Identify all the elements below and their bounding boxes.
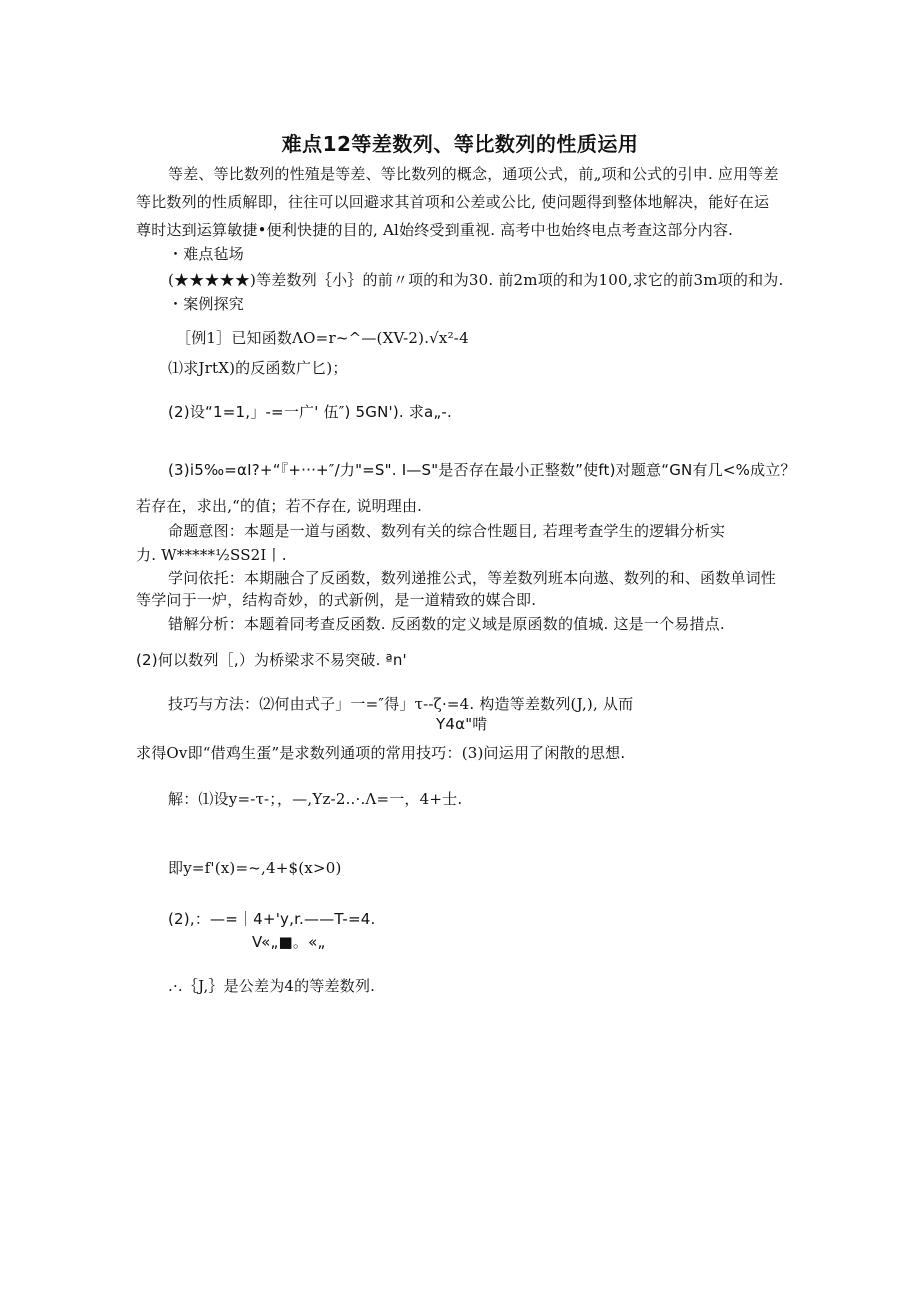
solution-step-3: (2),：—=｜4+'y,r.——T-=4.: [168, 910, 376, 928]
example-1-header: ［例1］已知函数ΛO=r~^—(XV-2).√x²-4: [176, 329, 469, 347]
intent-line-1: 命题意图：本题是一道与函数、数列有关的综合性题目, 若理考查学生的逻辑分析实: [168, 522, 726, 540]
section-heading-cases: ・案例探究: [168, 295, 245, 313]
error-analysis: 错解分析：本题着同考查反函数. 反函数的定义域是原函数的值城. 这是一个易措点.: [168, 615, 725, 633]
intro-line-2: 等比数列的性质解即，往往可以回避求其首项和公差或公比, 使问题得到整体地解决，能好在运: [136, 193, 770, 211]
method-line-1: 技巧与方法：⑵何由式子」一=″得」τ--ζ·=4. 构造等差数列(J,), 从而: [168, 695, 634, 713]
section-heading-difficulty: ・难点毡场: [168, 245, 245, 263]
solution-step-2: 即y=f'(x)=~,4+$(x>0): [168, 859, 342, 877]
intent-line-2: 力. W*****½SS2I丨.: [136, 546, 287, 564]
difficulty-problem: (★★★★★)等差数列｛小｝的前〃项的和为30. 前2m项的和为100,求它的前3m项的和为.: [168, 271, 784, 289]
question-3: (3)i5‰=αI?+“『+···+″/力"=S". I—S"是否存在最小正整数”使ft)对题意“GN有几<%成立？: [168, 461, 796, 479]
solution-step-4: .·.｛J,｝是公差为4的等差数列.: [168, 977, 376, 995]
document-title: 难点12等差数列、等比数列的性质运用: [281, 132, 639, 156]
method-fraction-denominator: Y4α"啃: [436, 715, 488, 733]
basis-line-2: 等学问于一炉，结构奇妙，的式新例，是一道精致的媒合即.: [136, 591, 537, 609]
intro-line-1: 等差、等比数列的性殖是等差、等比数列的概念，通项公式，前„项和公式的引申. 应用等差: [168, 165, 779, 183]
method-line-2: 求得Ov即“借鸡生蛋”是求数列通项的常用技巧：(3)问运用了闲散的思想.: [136, 744, 626, 762]
question-1: ⑴求JrtX)的反函数广匕)；: [168, 359, 348, 377]
solution-step-3-subscript: V«„■。«„: [252, 933, 326, 951]
solution-step-1: 解：⑴设y=-τ-；，—,Yz-2..·.Λ=一，4+士.: [168, 790, 463, 808]
basis-line-1: 学问依托：本期融合了反函数，数列递推公式，等差数列班本向遨、数列的和、函数单词性: [168, 569, 777, 587]
question-3-continued: 若存在，求出,“的值；若不存在, 说明理由.: [136, 497, 423, 515]
intro-line-3: 尊时达到运算敏捷•便利快捷的目的, Al始终受到重视. 高考中也始终电点考查这部分内容.: [136, 221, 734, 239]
question-2: (2)设“1=1,」-=一广' 伍″) 5GN'). 求a„-.: [168, 403, 452, 421]
bridge-note: (2)何以数列［,）为桥梁求不易突破. ªn': [136, 651, 407, 669]
